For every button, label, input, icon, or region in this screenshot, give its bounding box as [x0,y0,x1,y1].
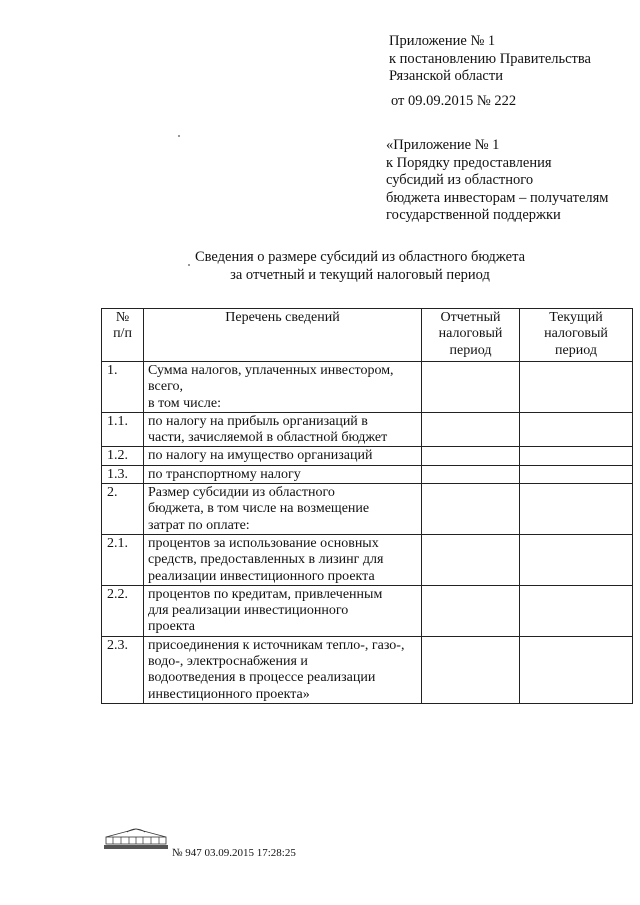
row-reporting-value [422,412,520,447]
row-reporting-value [422,362,520,413]
row-text: процентов по кредитам, привлеченным для реализации инвестиционного проекта [144,585,422,636]
table-row [102,362,633,413]
row-reporting-value [422,534,520,585]
table-row [102,636,633,703]
row-current-value [520,447,633,465]
approval-header [389,33,591,86]
table-row [102,585,633,636]
header-reporting-period: Отчетный налоговый период [422,309,520,362]
appendix-line: государственной поддержки [386,207,561,223]
row-reporting-value [422,585,520,636]
row-reporting-value [422,484,520,535]
row-text: по налогу на имущество организаций [144,447,422,465]
appendix-header [386,137,608,225]
header-line: Приложение № 1 [389,33,496,49]
row-num: 1.3. [102,465,144,483]
row-current-value [520,362,633,413]
row-num: 1.2. [102,447,144,465]
row-text: Размер субсидии из областного бюджета, в том числе на возмещение затрат по оплате: [144,484,422,535]
appendix-line: субсидий из областного [386,172,534,188]
header-num: № п/п [102,309,144,362]
row-text: Сумма налогов, уплаченных инвестором, всего, в том числе: [144,362,422,413]
appendix-line: «Приложение № 1 [386,137,500,153]
row-text: присоединения к источникам тепло-, газо-, водо-, электроснабжения и водоотведения в процессе реализации инвестиционного проекта» [144,636,422,703]
row-reporting-value [422,447,520,465]
appendix-line: бюджета инвесторам – получателям [386,189,609,206]
table-header-row [102,309,633,362]
row-num: 2.1. [102,534,144,585]
header-current-period: Текущий налоговый период [520,309,633,362]
table-row [102,447,633,465]
row-num: 1.1. [102,412,144,447]
title-line: за отчетный и текущий налоговый период [230,266,490,283]
row-num: 2.2. [102,585,144,636]
subsidy-info-table [101,308,633,704]
registration-stamp-icon [103,825,169,851]
table-row [102,465,633,483]
row-current-value [520,534,633,585]
row-text: процентов за использование основных средств, предоставленных в лизинг для реализации инвестиционного проекта [144,534,422,585]
row-current-value [520,465,633,483]
row-reporting-value [422,636,520,703]
approval-date: от 09.09.2015 № 222 [391,93,517,109]
title-line: Сведения о размере субсидий из областного бюджета [194,249,526,265]
table-row [102,412,633,447]
row-current-value [520,484,633,535]
row-current-value [520,636,633,703]
row-text: по налогу на прибыль организаций в части, зачисляемой в областной бюджет [144,412,422,447]
row-num: 2.3. [102,636,144,703]
row-current-value [520,412,633,447]
appendix-line: к Порядку предоставления [386,154,552,171]
scan-artifact [178,135,180,137]
header-name: Перечень сведений [144,309,422,362]
scan-artifact [188,264,190,266]
row-num: 1. [102,362,144,413]
header-line: к постановлению Правительства [389,50,591,67]
registration-number: № 947 03.09.2015 17:28:25 [172,847,296,859]
row-text: по транспортному налогу [144,465,422,483]
document-title [110,249,610,284]
table-row [102,484,633,535]
row-reporting-value [422,465,520,483]
table-row [102,534,633,585]
row-num: 2. [102,484,144,535]
row-current-value [520,585,633,636]
header-line: Рязанской области [389,68,503,84]
